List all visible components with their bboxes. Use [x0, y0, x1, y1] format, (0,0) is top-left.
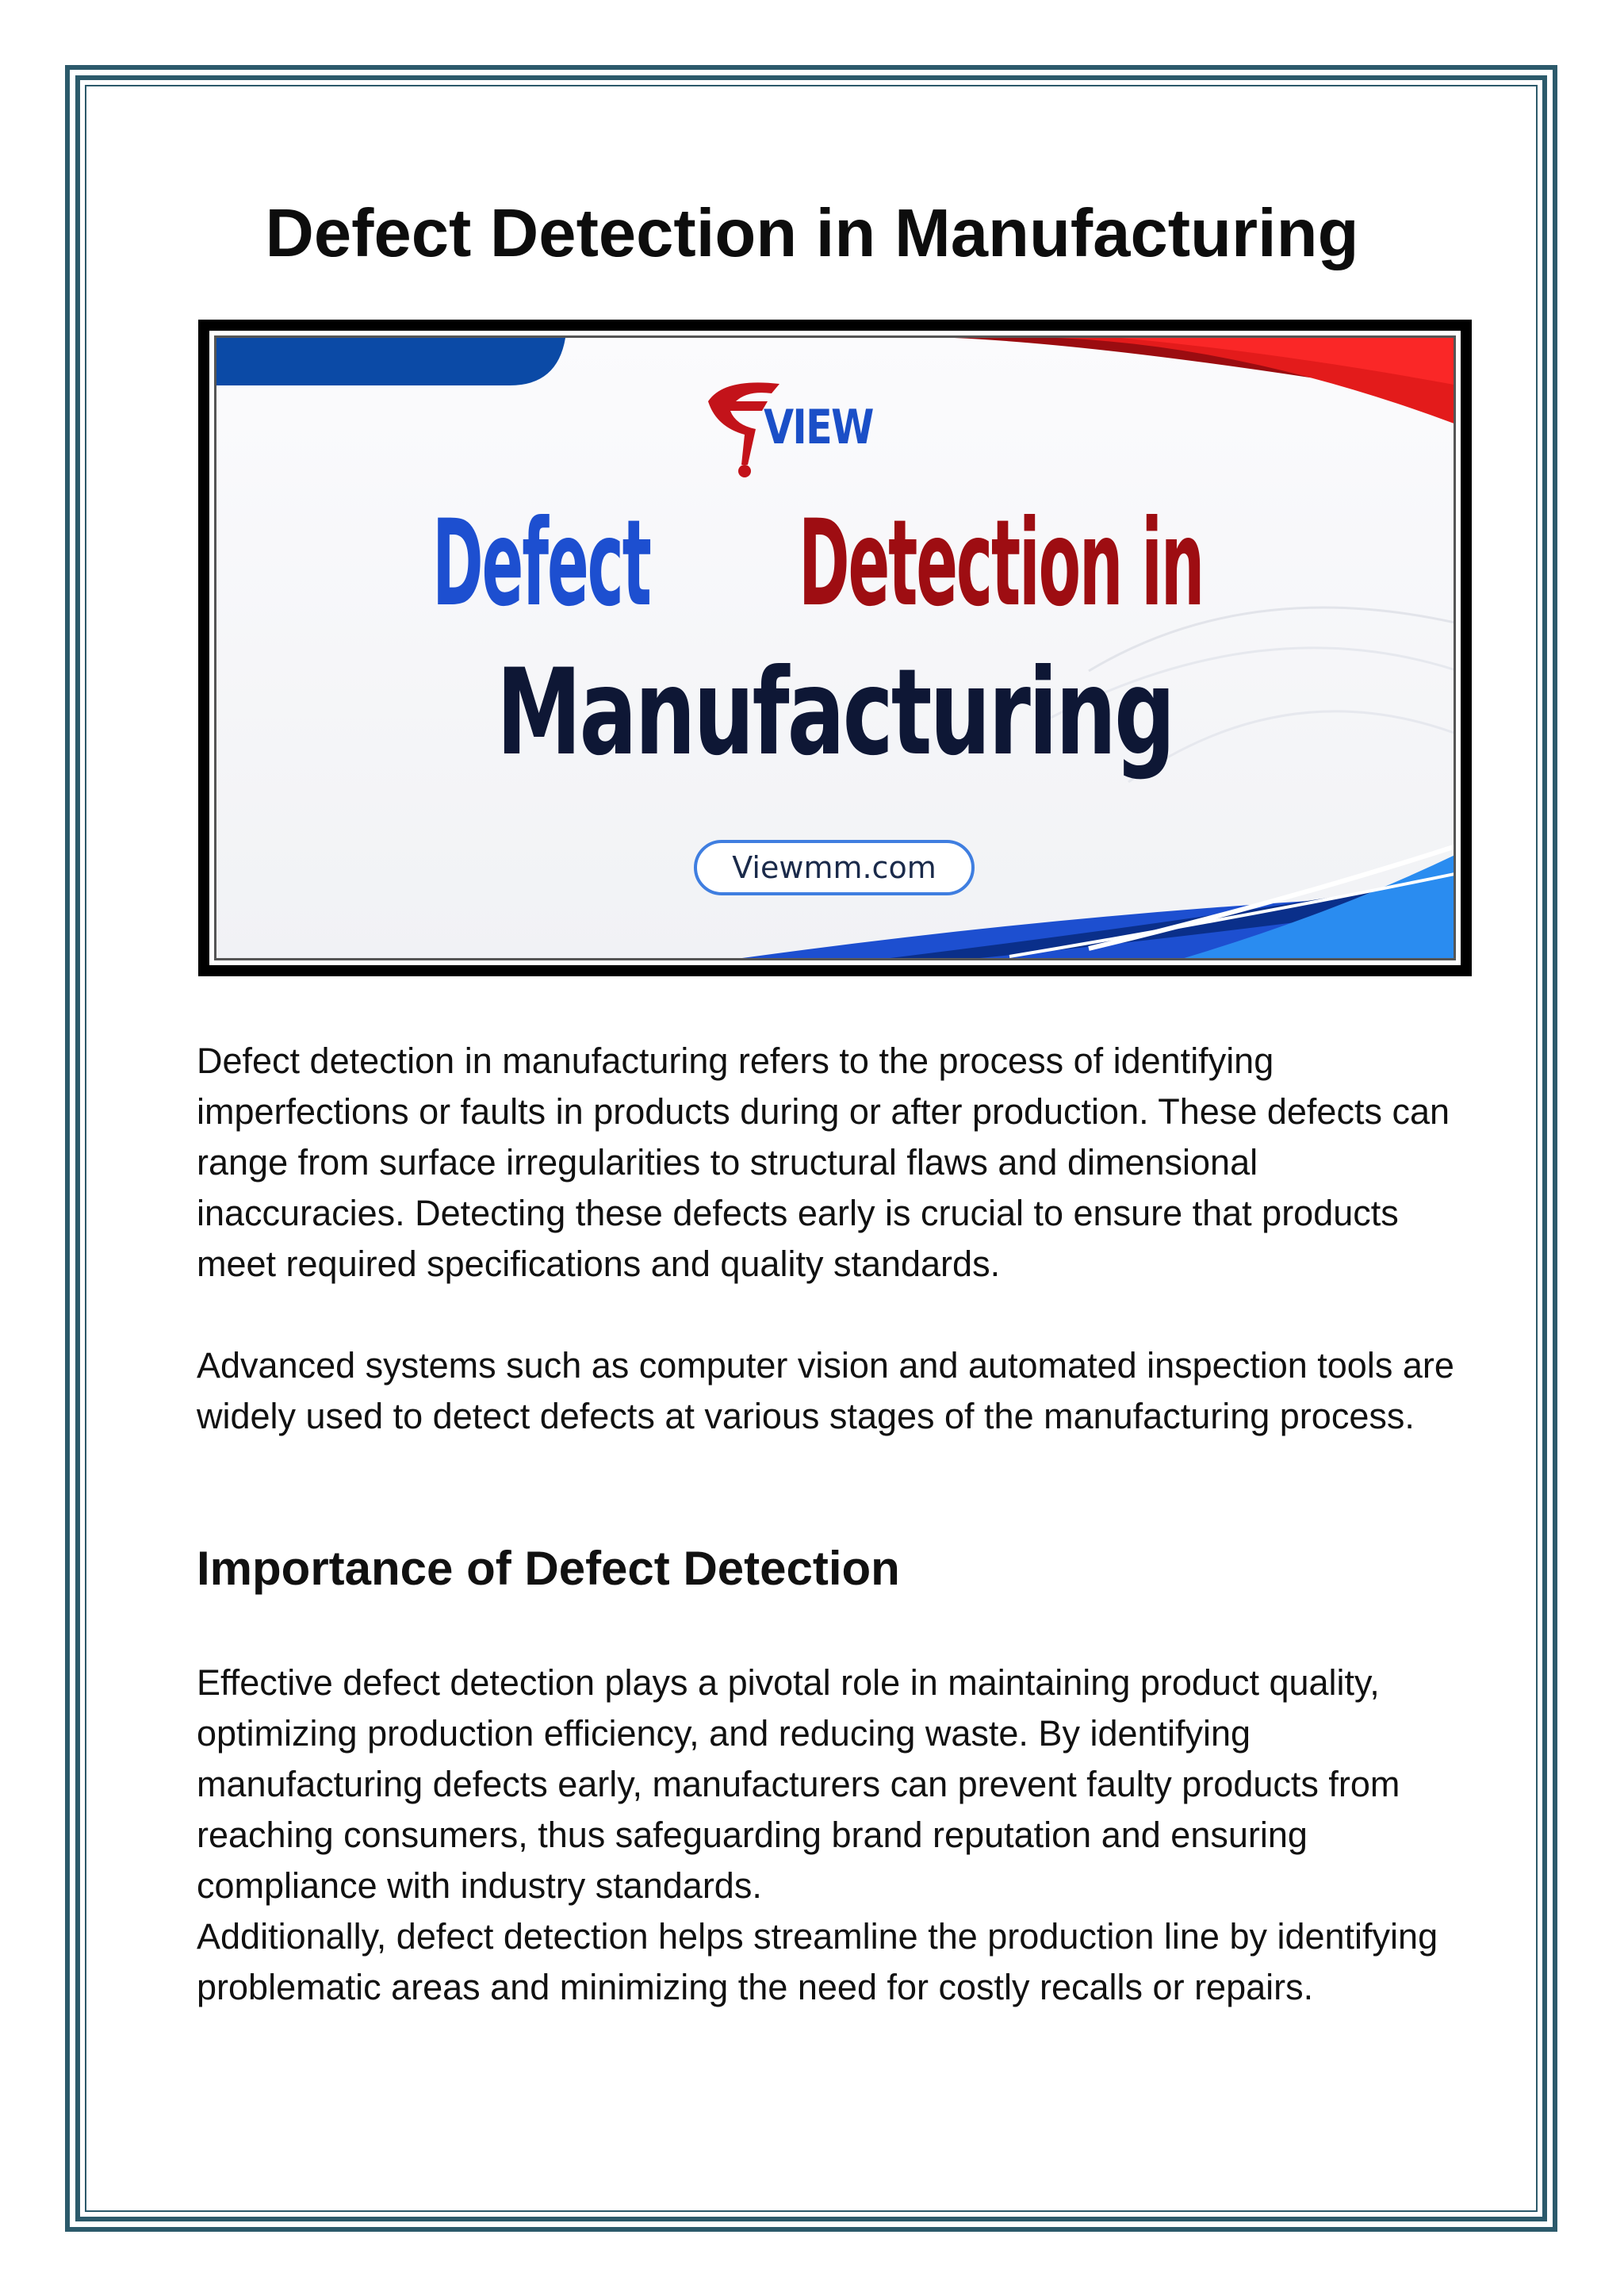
blue-corner-shape	[216, 338, 565, 385]
additional-paragraph: Additionally, defect detection helps streamline the production line by identifying problematic areas and minimizing the need for costly recalls or repairs.	[197, 1916, 1438, 2007]
view-logo	[692, 370, 883, 481]
banner-headline-manufacturing: Manufacturing	[496, 644, 1174, 782]
banner-url-pill: Viewmm.com	[694, 840, 975, 895]
intro-paragraph: Defect detection in manufacturing refers to the process of identifying imperfections or faults in products during or after production. These defects can range from surface irregularities to structural flaws and dimensional inaccuracies. Detecting these defects early is crucial to ensure that products meet required specifications and quality standards.	[197, 1041, 1450, 1284]
systems-paragraph: Advanced systems such as computer vision and automated inspection tools are widely used to detect defects at various stages of the manufacturing process.	[197, 1345, 1454, 1436]
banner-headline-blue: Defect	[432, 495, 650, 633]
importance-paragraph: Effective defect detection plays a pivotal role in maintaining product quality, optimizing production efficiency, and reducing waste. By identifying manufacturing defects early, manufacturers can prevent faulty products from reaching consumers, thus safeguarding brand reputation and ensuring compliance with industry standards.	[197, 1662, 1400, 1906]
banner-headline-line1	[216, 495, 1454, 633]
document-title: Defect Detection in Manufacturing	[265, 196, 1359, 271]
logo-text: VIEW	[764, 400, 873, 455]
banner-image	[198, 320, 1472, 976]
banner-headline-red: Detection in	[799, 495, 1204, 633]
section-heading: Importance of Defect Detection	[197, 1542, 900, 1595]
banner-inner-frame	[209, 331, 1461, 965]
banner-canvas	[214, 335, 1456, 960]
banner-headline-line2	[216, 644, 1454, 782]
